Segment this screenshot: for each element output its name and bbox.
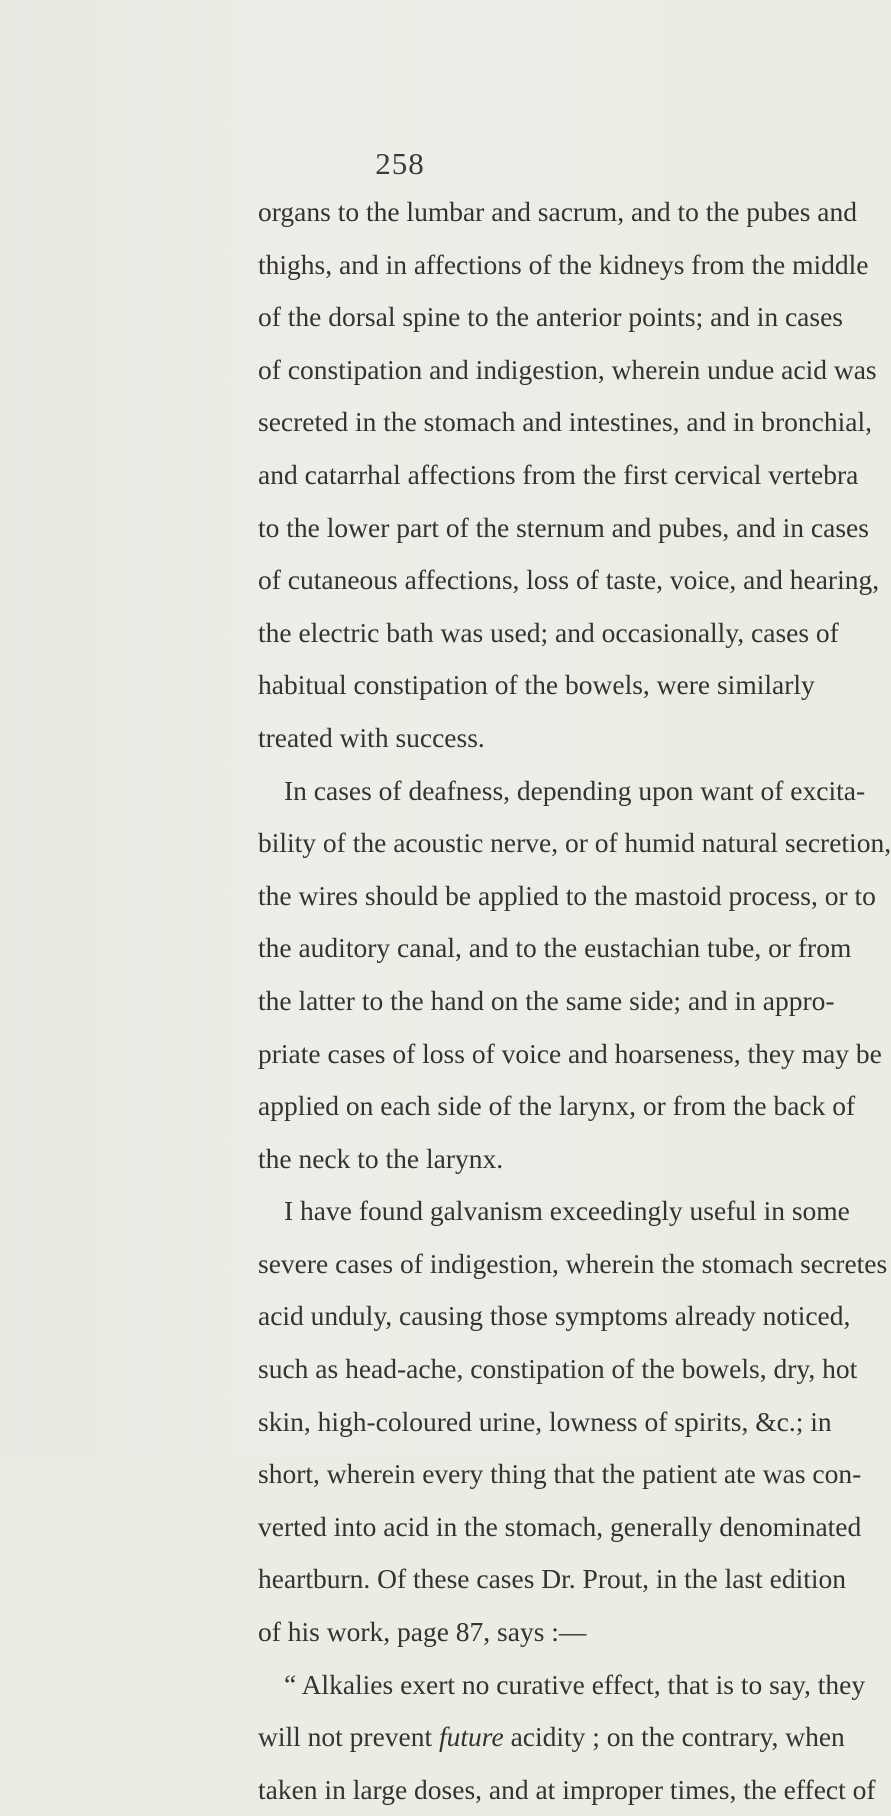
body-text <box>258 186 891 1816</box>
text-line: applied on each side of the larynx, or from the back of <box>258 1090 856 1122</box>
text-line: verted into acid in the stomach, generally denominated <box>258 1510 862 1542</box>
text-line: short, wherein every thing that the patient ate was con- <box>258 1458 862 1490</box>
text-line: treated with success. <box>258 721 485 753</box>
text-line: severe cases of indigestion, wherein the stomach secretes <box>258 1247 888 1279</box>
text-line: of the dorsal spine to the anterior points; and in cases <box>258 301 843 333</box>
text-line: to the lower part of the sternum and pubes, and in cases <box>258 511 869 543</box>
text-line: bility of the acoustic nerve, or of humid natural secretion, <box>258 827 891 859</box>
text-line: “ Alkalies exert no curative effect, that is to say, they <box>284 1668 866 1700</box>
text-line: organs to the lumbar and sacrum, and to the pubes and <box>258 196 857 227</box>
text-line: the neck to the larynx. <box>258 1142 504 1174</box>
text-line: of constipation and indigestion, wherein undue acid was <box>258 353 877 385</box>
text-line: such as head-ache, constipation of the bowels, dry, hot <box>258 1353 858 1385</box>
text-line: heartburn. Of these cases Dr. Prout, in the last edition <box>258 1563 847 1595</box>
text-line: the auditory canal, and to the eustachian tube, or from <box>258 932 852 964</box>
text-line: thighs, and in affections of the kidneys from the middle <box>258 248 869 280</box>
text-line: and catarrhal affections from the first cervical vertebra <box>258 458 859 490</box>
emphasis-word: future <box>439 1721 504 1753</box>
page-number: 258 <box>375 146 425 181</box>
text-line: skin, high-coloured urine, lowness of spirits, &c.; in <box>258 1405 832 1437</box>
text-line: the latter to the hand on the same side; and in appro- <box>258 984 835 1016</box>
text-line: will not prevent future acidity ; on the contrary, when <box>258 1721 845 1753</box>
text-line: In cases of deafness, depending upon want of excita- <box>284 774 866 806</box>
text-line: of his work, page 87, says :— <box>258 1616 587 1648</box>
text-line: secreted in the stomach and intestines, and in bronchial, <box>258 406 872 438</box>
text-line: priate cases of loss of voice and hoarseness, they may be <box>258 1037 882 1069</box>
text-line: I have found galvanism exceedingly useful in some <box>284 1195 850 1227</box>
text-line: the electric bath was used; and occasionally, cases of <box>258 616 839 648</box>
text-line: taken in large doses, and at improper times, the effect of <box>258 1773 876 1805</box>
text-line: the wires should be applied to the mastoid process, or to <box>258 879 876 911</box>
text-line: acid unduly, causing those symptoms already noticed, <box>258 1300 851 1332</box>
text-line: of cutaneous affections, loss of taste, voice, and hearing, <box>258 564 880 596</box>
text-line: habitual constipation of the bowels, were similarly <box>258 669 815 701</box>
